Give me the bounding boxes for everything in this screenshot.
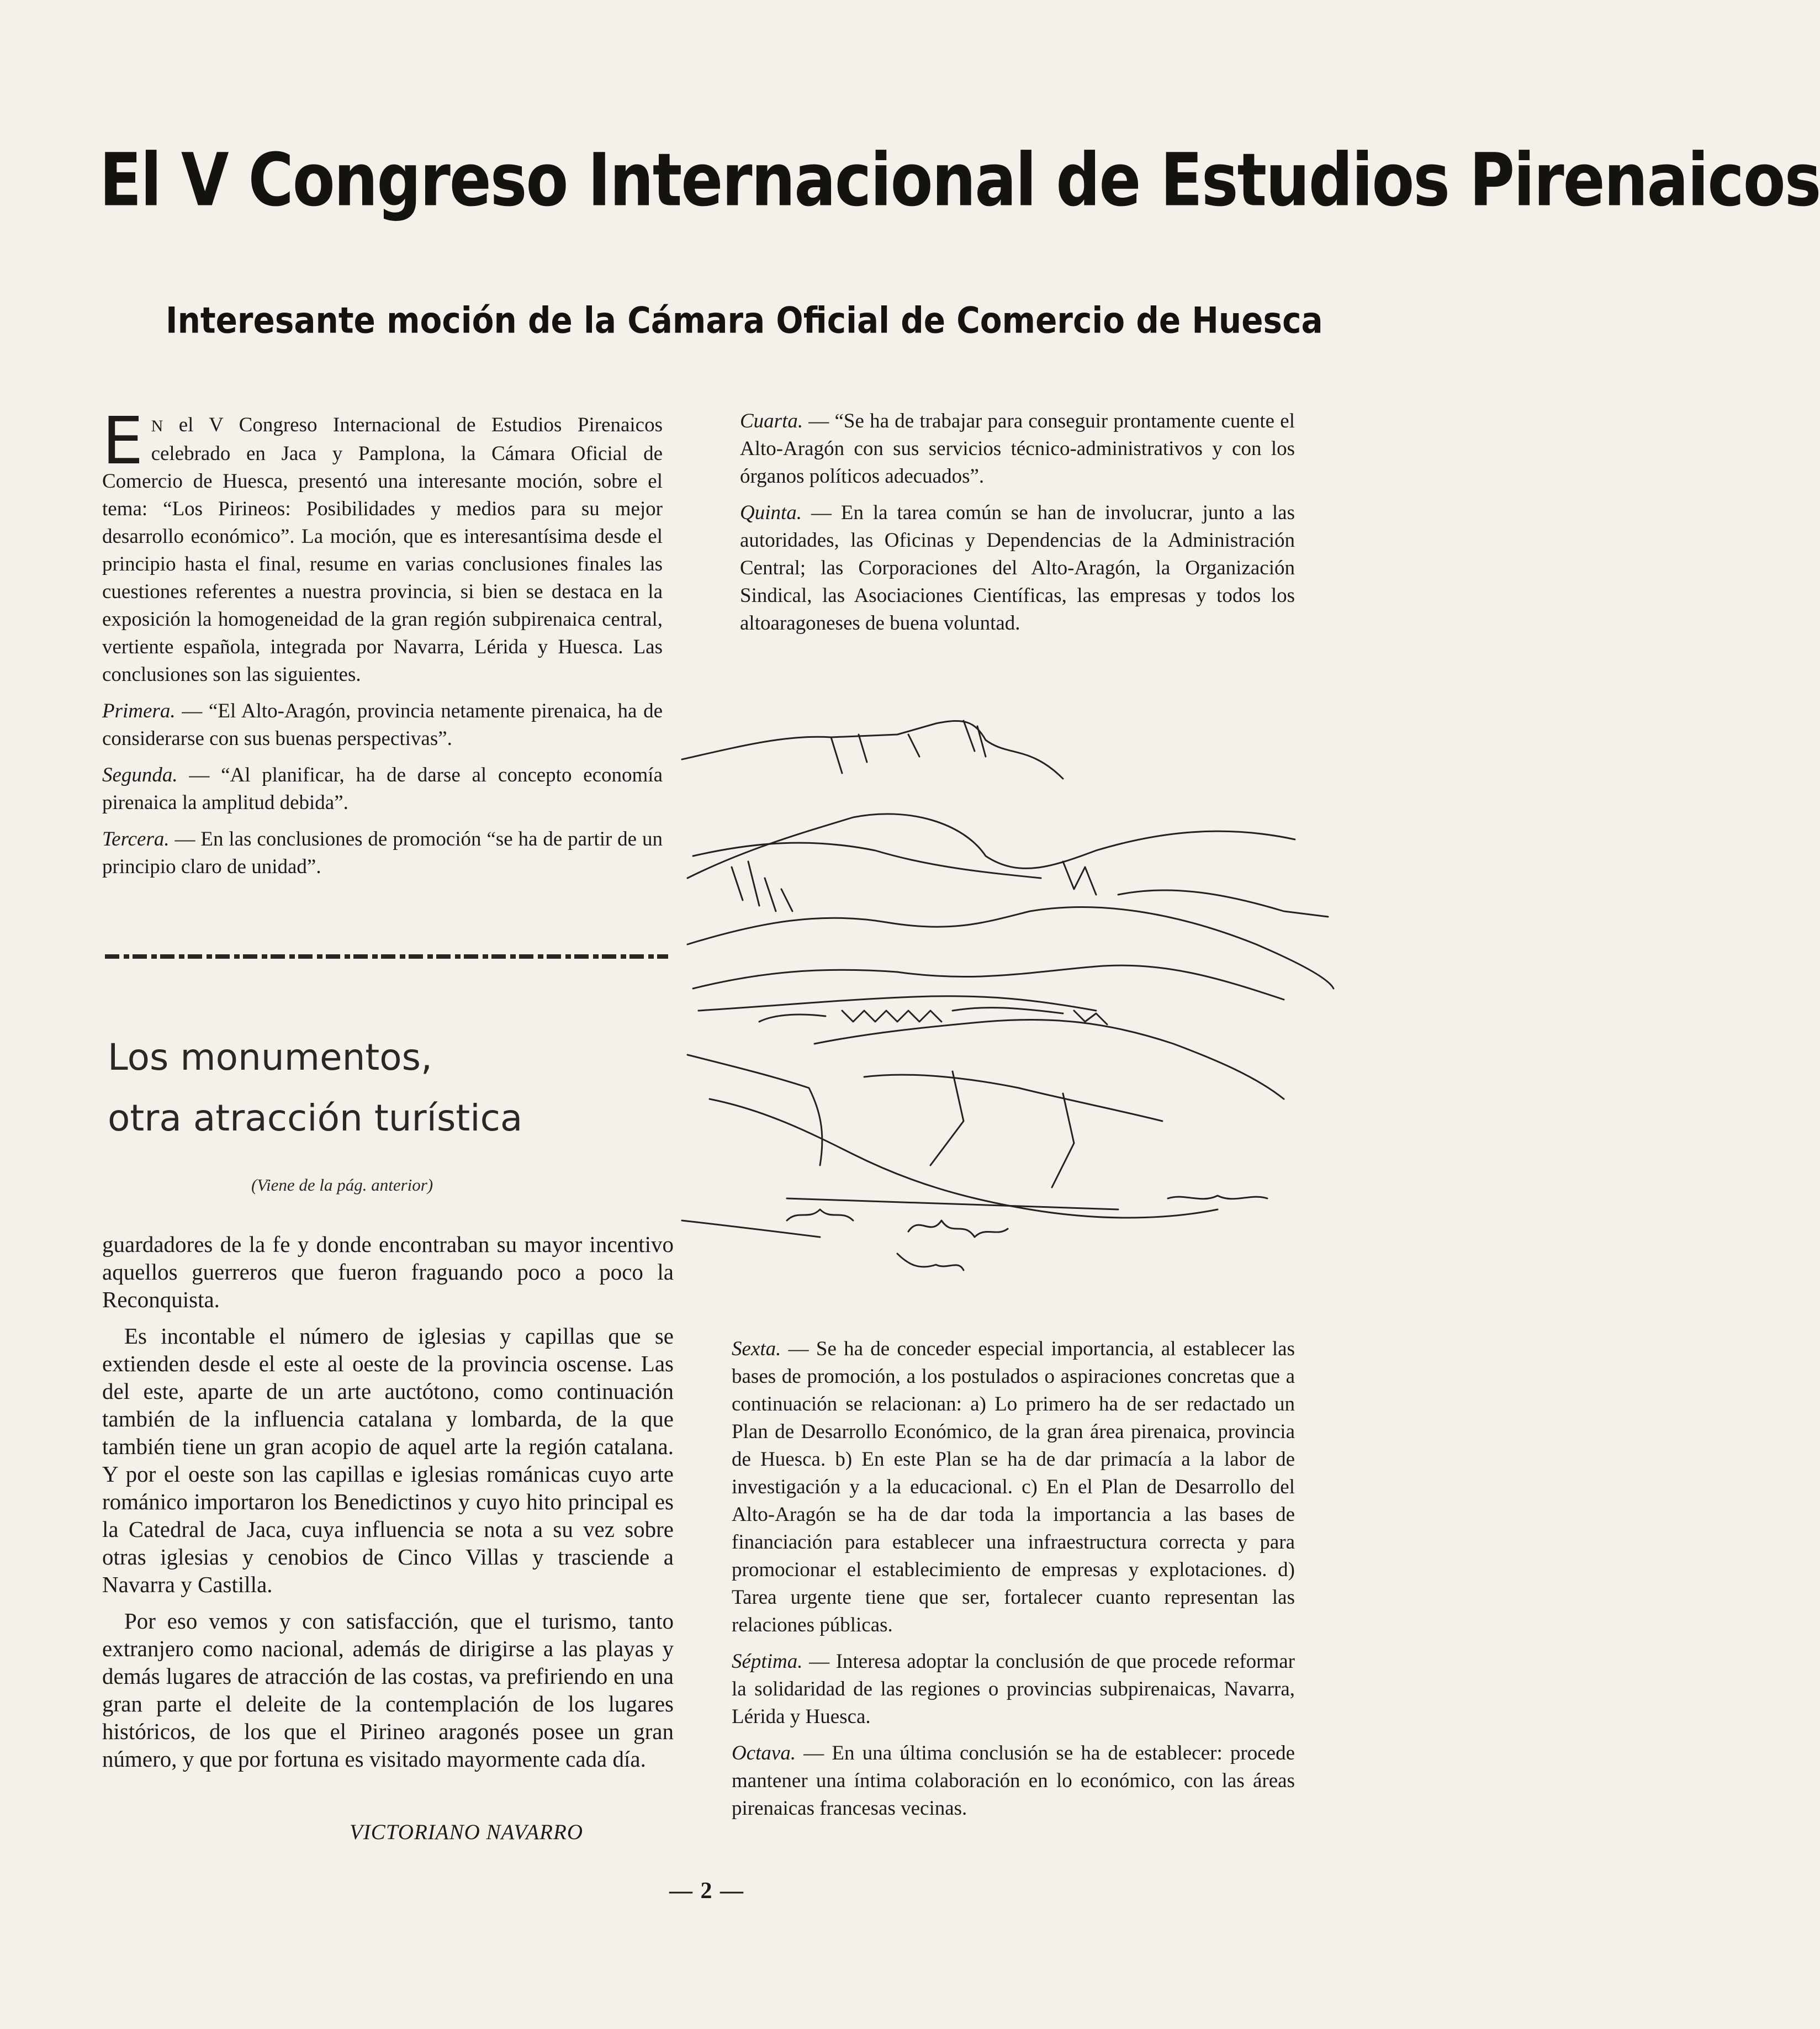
conclusion-primera: Primera. — “El Alto-Aragón, provincia netamente pirenaica, ha de considerarse con sus buenas perspectivas”. — [102, 700, 663, 750]
conclusion-sexta: Sexta. — Se ha de conceder especial importancia, al establecer las bases de promoción, a los postulados o aspiraciones concretas que a continuación se relacionan: a) Lo primero ha de ser redactado un Plan de Desarrollo Económico, de la gran área pirenaica, provincia de Huesca. b) En este Plan se ha de dar primacía a la labor de investigación y a la educacional. c) En el Plan de Desarrollo del Alto-Aragón se ha de dar toda la importancia a las bases de financiación para establecer una infraestructura correcta y para promocionar el establecimiento de empresas y explotaciones. d) Tarea urgente tiene que ser, fortalecer cuanto representan las relaciones públicas. — [732, 1338, 1295, 1636]
page-number: — 2 — — [669, 1878, 744, 1904]
article2-title: Los monumentos, otra atracción turística — [108, 1036, 523, 1139]
page-title: El V Congreso Internacional de Estudios Pirenaicos — [99, 138, 1820, 223]
continued-note: (Viene de la pág. anterior) — [251, 1175, 433, 1195]
conclusion-octava: Octava. — En una última conclusión se ha de establecer: procede mantener una íntima colaboración en lo económico, con las áreas pirenaicas francesas vecinas. — [732, 1742, 1295, 1820]
article2-column — [102, 1230, 674, 1782]
conclusion-segunda: Segunda. — “Al planificar, ha de darse al concepto economía pirenaica la amplitud debida”. — [102, 764, 663, 814]
article2-paragraph: guardadores de la fe y donde encontraban su mayor incentivo aquellos guerreros que fueron fraguando poco a poco la Reconquista. — [102, 1232, 674, 1312]
author-signature: VICTORIANO NAVARRO — [350, 1820, 583, 1844]
section-divider — [105, 954, 668, 959]
first-word-rest: N — [151, 417, 163, 435]
dropcap: E — [102, 403, 144, 479]
article1-right-column-continued — [732, 1335, 1295, 1831]
conclusion-cuarta: Cuarta. — “Se ha de trabajar para conseguir prontamente cuente el Alto-Aragón con sus servicios técnico-administrativos y con los órganos políticos adecuados”. — [740, 410, 1295, 488]
intro-text: el V Congreso Internacional de Estudios Pirenaicos celebrado en Jaca y Pamplona, la Cámara Oficial de Comercio de Huesca, presentó una interesante moción, sobre el tema: “Los Pirineos: Posibilidades y medios para su mejor desarrollo económico”. La moción, que es interesantísima desde el principio hasta el final, resume en varias conclusiones finales las cuestiones referentes a nuestra provincia, si bien se destaca en la exposición la homogeneidad de la gran región subpirenaica central, vertiente española, integrada por Navarra, Lérida y Huesca. Las conclusiones son las siguientes. — [102, 414, 663, 686]
article1-intro — [102, 403, 663, 689]
conclusion-tercera: Tercera. — En las conclusiones de promoción “se ha de partir de un principio claro de unidad”. — [102, 828, 663, 878]
mountain-landscape-sketch-icon — [676, 712, 1339, 1320]
article1-right-column — [740, 408, 1295, 646]
page-subtitle: Interesante moción de la Cámara Oficial de Comercio de Huesca — [166, 299, 1323, 342]
conclusion-quinta: Quinta. — En la tarea común se han de involucrar, junto a las autoridades, las Oficinas y Dependencias de la Administración Central; las Corporaciones del Alto-Aragón, la Organización Sindical, las Asociaciones Científicas, las empresas y todos los altoaragoneses de buena voluntad. — [740, 501, 1295, 635]
article2-paragraph: Por eso vemos y con satisfacción, que el turismo, tanto extranjero como nacional, además de dirigirse a las playas y demás lugares de atracción de las costas, va prefiriendo en una gran parte el deleite de la contemplación de los lugares históricos, de los que el Pirineo aragonés posee un gran número, y que por fortuna es visitado mayormente cada día. — [102, 1608, 674, 1772]
conclusion-septima: Séptima. — Interesa adoptar la conclusión de que procede reformar la solidaridad de las regiones o provincias subpirenaicas, Navarra, Lérida y Huesca. — [732, 1650, 1295, 1728]
article2-paragraph: Es incontable el número de iglesias y capillas que se extienden desde el este al oeste de la provincia oscense. Las del este, aparte de un arte auctótono, como continuación también de la influencia catalana y lombarda, de la que también tiene un gran acopio de aquel arte la región catalana. Y por el oeste son las capillas e iglesias románicas cuyo arte románico importaron los Benedictinos y cuyo hito principal es la Catedral de Jaca, cuya influencia se nota a su vez sobre otras iglesias y cenobios de Cinco Villas y trasciende a Navarra y Castilla. — [102, 1323, 674, 1597]
article1-left-column — [102, 403, 663, 890]
